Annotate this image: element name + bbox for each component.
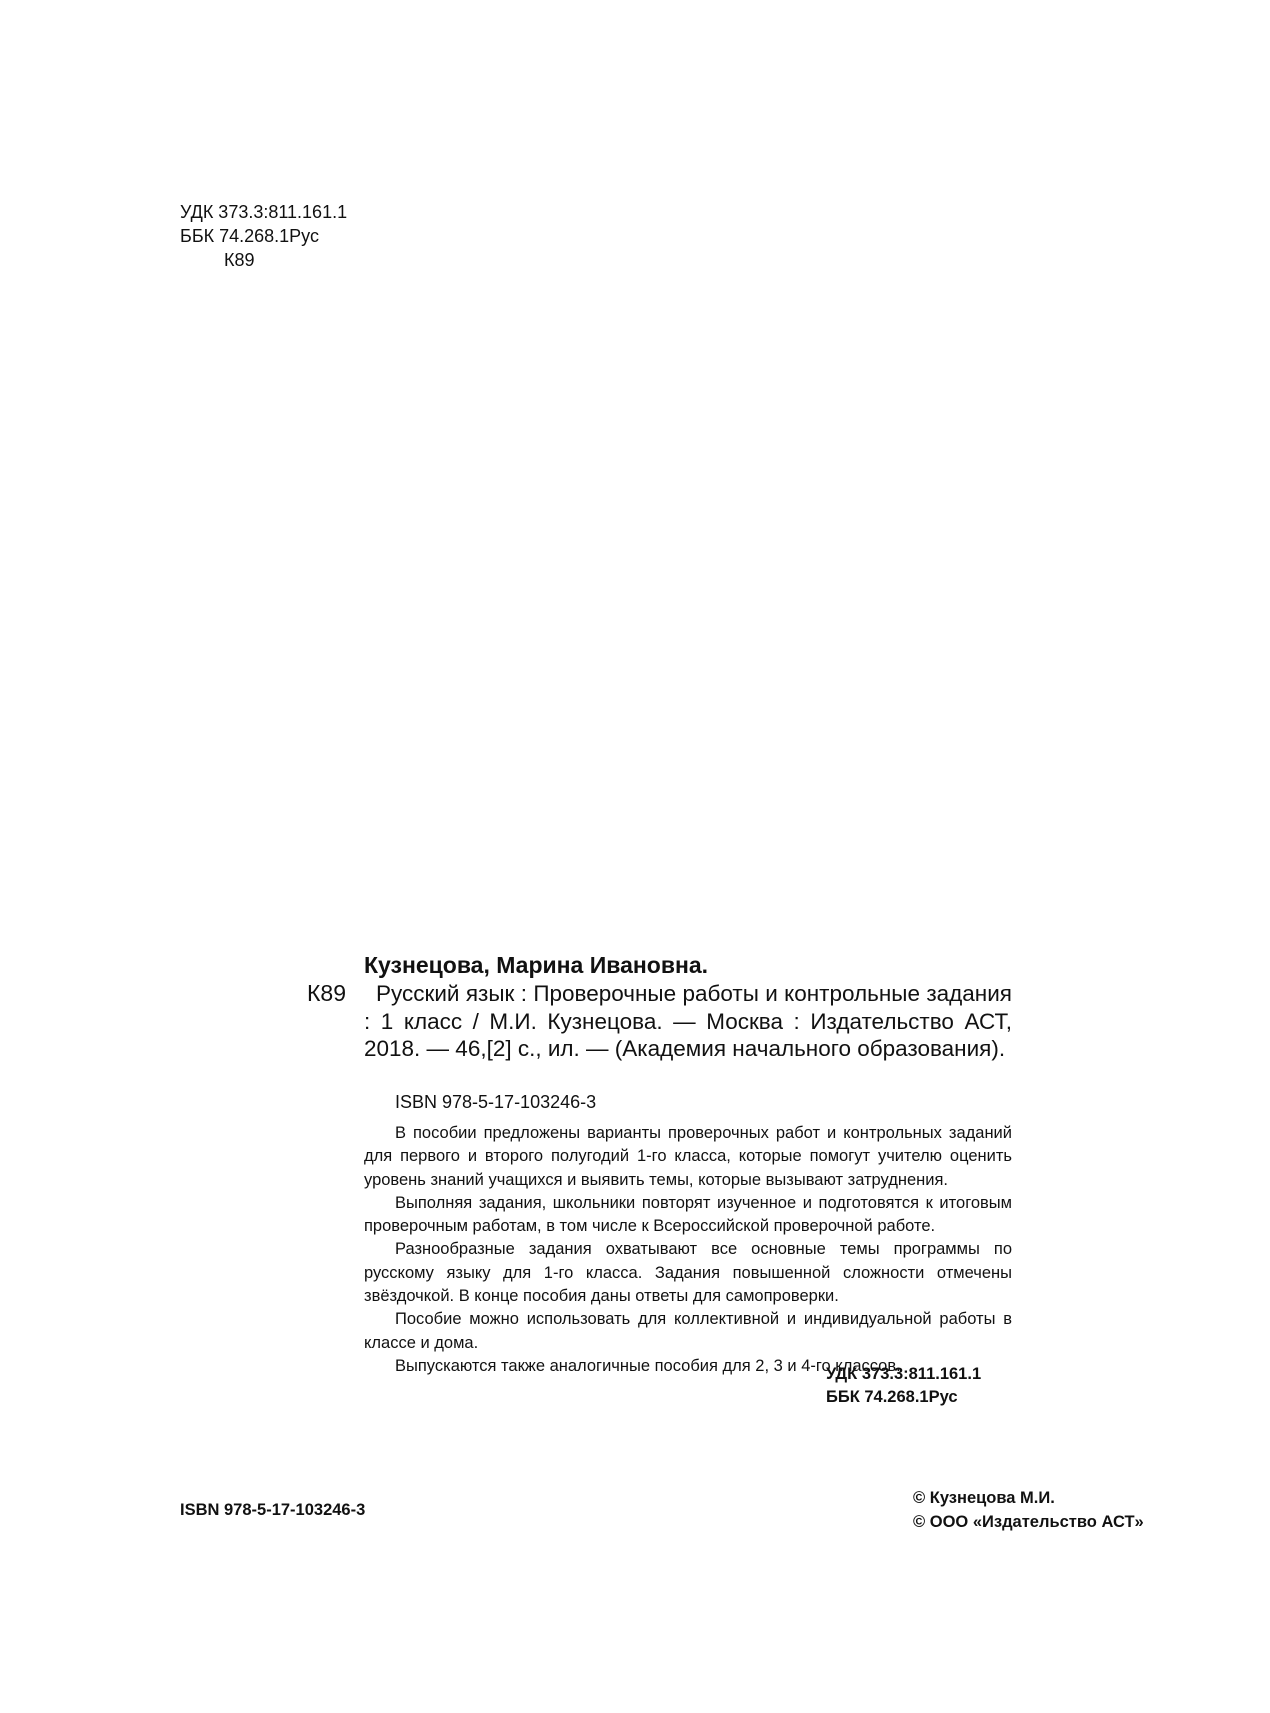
bbk-code-bold: ББК 74.268.1Рус	[826, 1388, 958, 1406]
copyright-publisher: © ООО «Издательство АСТ»	[913, 1513, 1144, 1531]
copyright-block	[913, 1486, 1144, 1534]
top-classification-codes	[180, 200, 347, 272]
bbk-code: ББК 74.268.1Рус	[180, 226, 319, 246]
annotation	[364, 1122, 1012, 1378]
copyright-author: © Кузнецова М.И.	[913, 1489, 1055, 1507]
author-mark: К89	[224, 250, 255, 270]
annotation-paragraph: Разнообразные задания охватывают все основные темы программы по русскому языку для 1-го класса. Задания повышенной сложности отмечены звёздочкой. В конце пособия даны ответы для самопроверки.	[364, 1240, 1012, 1306]
annotation-paragraph: В пособии предложены варианты проверочных работ и контрольных заданий для первого и второго полугодий 1-го класса, которые помогут учителю оценить уровень знаний учащихся и выявить темы, которые вызывают затруднения.	[364, 1124, 1012, 1189]
annotation-paragraph: Пособие можно использовать для коллективной и индивидуальной работы в классе и дома.	[364, 1310, 1012, 1352]
footer-isbn: ISBN 978-5-17-103246-3	[180, 1501, 366, 1519]
record-author: Кузнецова, Марина Ивановна.	[364, 952, 709, 978]
annotation-paragraph: Выпускаются также аналогичные пособия для 2, 3 и 4-го классов.	[395, 1356, 901, 1375]
record-author-mark: К89	[307, 980, 346, 1006]
udk-code: УДК 373.3:811.161.1	[180, 202, 348, 222]
annotation-paragraph: Выполняя задания, школьники повторят изученное и подготовятся к итоговым проверочным работам, в том числе к Всероссийской проверочной работе.	[364, 1193, 1012, 1236]
bibliographic-description	[364, 980, 1012, 1063]
udk-code-bold: УДК 373.3:811.161.1	[826, 1365, 982, 1383]
bottom-classification-codes	[826, 1363, 981, 1409]
record-isbn: ISBN 978-5-17-103246-3	[395, 1092, 597, 1112]
description-text: Русский язык : Проверочные работы и контрольные задания : 1 класс / М.И. Кузнецова. — Москва : Издательство АСТ, 2018. — 46,[2] с., ил. — (Академия начального образования).	[364, 981, 1012, 1061]
